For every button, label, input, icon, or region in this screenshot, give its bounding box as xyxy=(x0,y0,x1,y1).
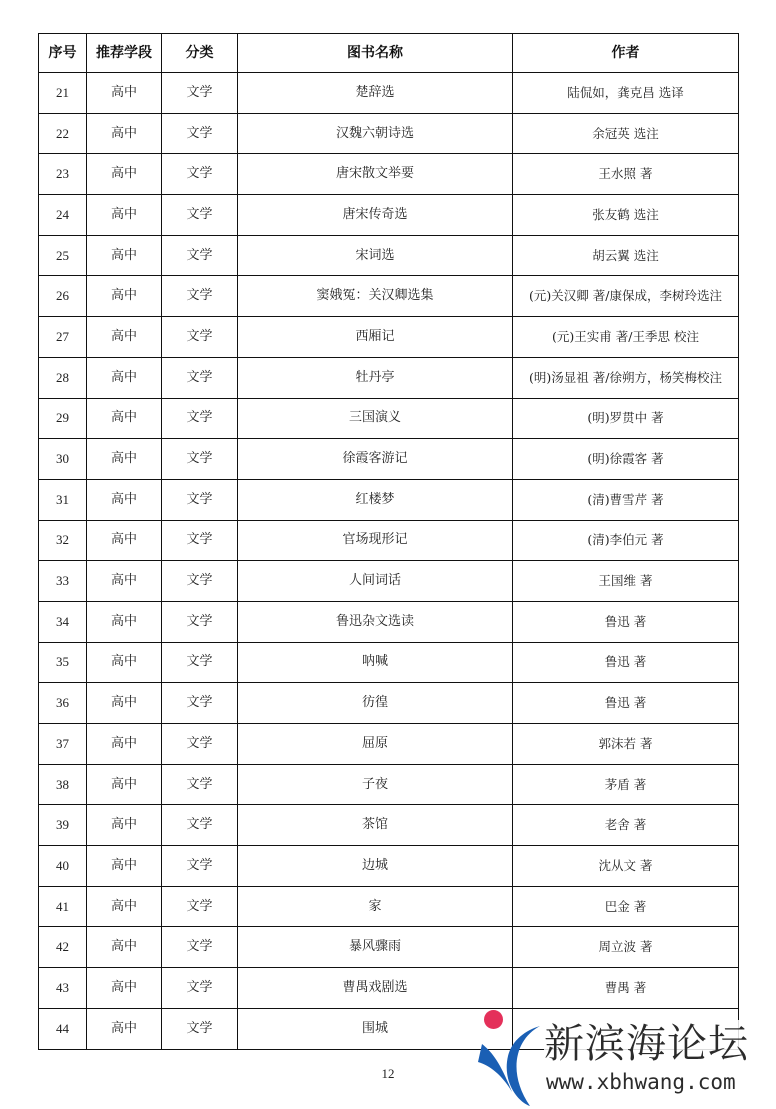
cell-no: 28 xyxy=(39,357,87,398)
table-row xyxy=(39,601,739,642)
cell-category: 文学 xyxy=(162,439,238,480)
cell-no: 44 xyxy=(39,1008,87,1049)
table-row xyxy=(39,317,739,358)
cell-author: 郭沫若 著 xyxy=(513,724,739,765)
cell-title: 徐霞客游记 xyxy=(238,439,513,480)
header-category: 分类 xyxy=(162,34,238,73)
header-level: 推荐学段 xyxy=(87,34,162,73)
page-number: 12 xyxy=(381,1066,395,1081)
cell-author: 王国维 著 xyxy=(513,561,739,602)
cell-no: 36 xyxy=(39,683,87,724)
cell-author: 老舍 著 xyxy=(513,805,739,846)
cell-title: 曹禺戏剧选 xyxy=(238,968,513,1009)
cell-author: 曹禺 著 xyxy=(513,968,739,1009)
cell-level: 高中 xyxy=(87,479,162,520)
cell-title: 人间词话 xyxy=(238,561,513,602)
table-row xyxy=(39,968,739,1009)
table-row xyxy=(39,561,739,602)
header-title: 图书名称 xyxy=(238,34,513,73)
table-row xyxy=(39,113,739,154)
cell-title: 茶馆 xyxy=(238,805,513,846)
cell-author: 周立波 著 xyxy=(513,927,739,968)
cell-category: 文学 xyxy=(162,846,238,887)
cell-author: (元)关汉卿 著/康保成，李树玲选注 xyxy=(513,276,739,317)
cell-no: 39 xyxy=(39,805,87,846)
cell-category: 文学 xyxy=(162,724,238,765)
cell-level: 高中 xyxy=(87,357,162,398)
cell-title: 屈原 xyxy=(238,724,513,765)
cell-title: 牡丹亭 xyxy=(238,357,513,398)
cell-title: 窦娥冤：关汉卿选集 xyxy=(238,276,513,317)
cell-no: 37 xyxy=(39,724,87,765)
cell-category: 文学 xyxy=(162,73,238,114)
cell-author: (清)曹雪芹 著 xyxy=(513,479,739,520)
cell-title: 家 xyxy=(238,886,513,927)
cell-category: 文学 xyxy=(162,683,238,724)
cell-author: 巴金 著 xyxy=(513,886,739,927)
cell-author: 张友鹤 选注 xyxy=(513,195,739,236)
cell-category: 文学 xyxy=(162,764,238,805)
cell-author: (明)罗贯中 著 xyxy=(513,398,739,439)
cell-no: 33 xyxy=(39,561,87,602)
table-row xyxy=(39,357,739,398)
cell-no: 35 xyxy=(39,642,87,683)
cell-title: 官场现形记 xyxy=(238,520,513,561)
table-row xyxy=(39,642,739,683)
cell-level: 高中 xyxy=(87,276,162,317)
cell-no: 23 xyxy=(39,154,87,195)
cell-author: 茅盾 著 xyxy=(513,764,739,805)
cell-author: 王水照 著 xyxy=(513,154,739,195)
cell-category: 文学 xyxy=(162,805,238,846)
cell-author: (清)李伯元 著 xyxy=(513,520,739,561)
table-row xyxy=(39,235,739,276)
table-row xyxy=(39,520,739,561)
cell-level: 高中 xyxy=(87,642,162,683)
cell-level: 高中 xyxy=(87,764,162,805)
cell-category: 文学 xyxy=(162,113,238,154)
cell-title: 汉魏六朝诗选 xyxy=(238,113,513,154)
table-row xyxy=(39,479,739,520)
cell-author: 鲁迅 著 xyxy=(513,683,739,724)
cell-no: 24 xyxy=(39,195,87,236)
cell-level: 高中 xyxy=(87,1008,162,1049)
cell-author: 陆侃如，龚克昌 选译 xyxy=(513,73,739,114)
cell-level: 高中 xyxy=(87,805,162,846)
cell-author: 余冠英 选注 xyxy=(513,113,739,154)
cell-level: 高中 xyxy=(87,724,162,765)
table-row xyxy=(39,764,739,805)
cell-level: 高中 xyxy=(87,601,162,642)
cell-title: 暴风骤雨 xyxy=(238,927,513,968)
header-no: 序号 xyxy=(39,34,87,73)
cell-level: 高中 xyxy=(87,846,162,887)
cell-level: 高中 xyxy=(87,235,162,276)
cell-category: 文学 xyxy=(162,154,238,195)
cell-no: 22 xyxy=(39,113,87,154)
cell-title: 围城 xyxy=(238,1008,513,1049)
cell-author: (明)徐霞客 著 xyxy=(513,439,739,480)
cell-category: 文学 xyxy=(162,601,238,642)
watermark-name: 新滨海论坛 xyxy=(544,1021,749,1067)
cell-level: 高中 xyxy=(87,154,162,195)
cell-title: 楚辞选 xyxy=(238,73,513,114)
table-row xyxy=(39,195,739,236)
cell-author: (元)王实甫 著/王季思 校注 xyxy=(513,317,739,358)
cell-author: (明)汤显祖 著/徐朔方，杨笑梅校注 xyxy=(513,357,739,398)
cell-title: 三国演义 xyxy=(238,398,513,439)
cell-no: 21 xyxy=(39,73,87,114)
table-row xyxy=(39,886,739,927)
cell-level: 高中 xyxy=(87,113,162,154)
cell-level: 高中 xyxy=(87,520,162,561)
cell-category: 文学 xyxy=(162,357,238,398)
cell-category: 文学 xyxy=(162,520,238,561)
cell-title: 彷徨 xyxy=(238,683,513,724)
cell-title: 边城 xyxy=(238,846,513,887)
table-row xyxy=(39,846,739,887)
table-row xyxy=(39,439,739,480)
table-row xyxy=(39,805,739,846)
cell-category: 文学 xyxy=(162,479,238,520)
cell-category: 文学 xyxy=(162,276,238,317)
table-row xyxy=(39,73,739,114)
cell-level: 高中 xyxy=(87,927,162,968)
table-row xyxy=(39,276,739,317)
cell-level: 高中 xyxy=(87,439,162,480)
cell-category: 文学 xyxy=(162,927,238,968)
cell-no: 27 xyxy=(39,317,87,358)
table-row xyxy=(39,683,739,724)
cell-no: 40 xyxy=(39,846,87,887)
cell-no: 30 xyxy=(39,439,87,480)
cell-no: 42 xyxy=(39,927,87,968)
table-row xyxy=(39,927,739,968)
table-row xyxy=(39,398,739,439)
book-list-table xyxy=(38,33,739,1050)
cell-level: 高中 xyxy=(87,73,162,114)
cell-title: 宋词选 xyxy=(238,235,513,276)
cell-category: 文学 xyxy=(162,398,238,439)
cell-author: 胡云翼 选注 xyxy=(513,235,739,276)
cell-category: 文学 xyxy=(162,317,238,358)
cell-level: 高中 xyxy=(87,561,162,602)
cell-no: 32 xyxy=(39,520,87,561)
cell-level: 高中 xyxy=(87,683,162,724)
cell-category: 文学 xyxy=(162,1008,238,1049)
cell-no: 26 xyxy=(39,276,87,317)
cell-level: 高中 xyxy=(87,195,162,236)
table-row xyxy=(39,154,739,195)
cell-level: 高中 xyxy=(87,886,162,927)
watermark-url: www.xbhwang.com xyxy=(546,1070,736,1094)
cell-title: 呐喊 xyxy=(238,642,513,683)
cell-title: 唐宋散文举要 xyxy=(238,154,513,195)
cell-level: 高中 xyxy=(87,398,162,439)
cell-no: 25 xyxy=(39,235,87,276)
cell-no: 31 xyxy=(39,479,87,520)
cell-title: 唐宋传奇选 xyxy=(238,195,513,236)
cell-no: 29 xyxy=(39,398,87,439)
cell-no: 43 xyxy=(39,968,87,1009)
cell-category: 文学 xyxy=(162,561,238,602)
cell-level: 高中 xyxy=(87,317,162,358)
cell-category: 文学 xyxy=(162,886,238,927)
logo-swoosh-icon xyxy=(478,1022,550,1109)
cell-category: 文学 xyxy=(162,235,238,276)
cell-level: 高中 xyxy=(87,968,162,1009)
cell-title: 鲁迅杂文选读 xyxy=(238,601,513,642)
table-row xyxy=(39,724,739,765)
cell-author: 沈从文 著 xyxy=(513,846,739,887)
cell-author: 鲁迅 著 xyxy=(513,642,739,683)
cell-author: 鲁迅 著 xyxy=(513,601,739,642)
cell-no: 41 xyxy=(39,886,87,927)
cell-no: 38 xyxy=(39,764,87,805)
cell-title: 子夜 xyxy=(238,764,513,805)
cell-title: 红楼梦 xyxy=(238,479,513,520)
cell-no: 34 xyxy=(39,601,87,642)
watermark-logo xyxy=(478,1010,776,1109)
cell-category: 文学 xyxy=(162,642,238,683)
header-author: 作者 xyxy=(513,34,739,73)
cell-category: 文学 xyxy=(162,968,238,1009)
cell-category: 文学 xyxy=(162,195,238,236)
cell-title: 西厢记 xyxy=(238,317,513,358)
header-row xyxy=(39,34,739,73)
